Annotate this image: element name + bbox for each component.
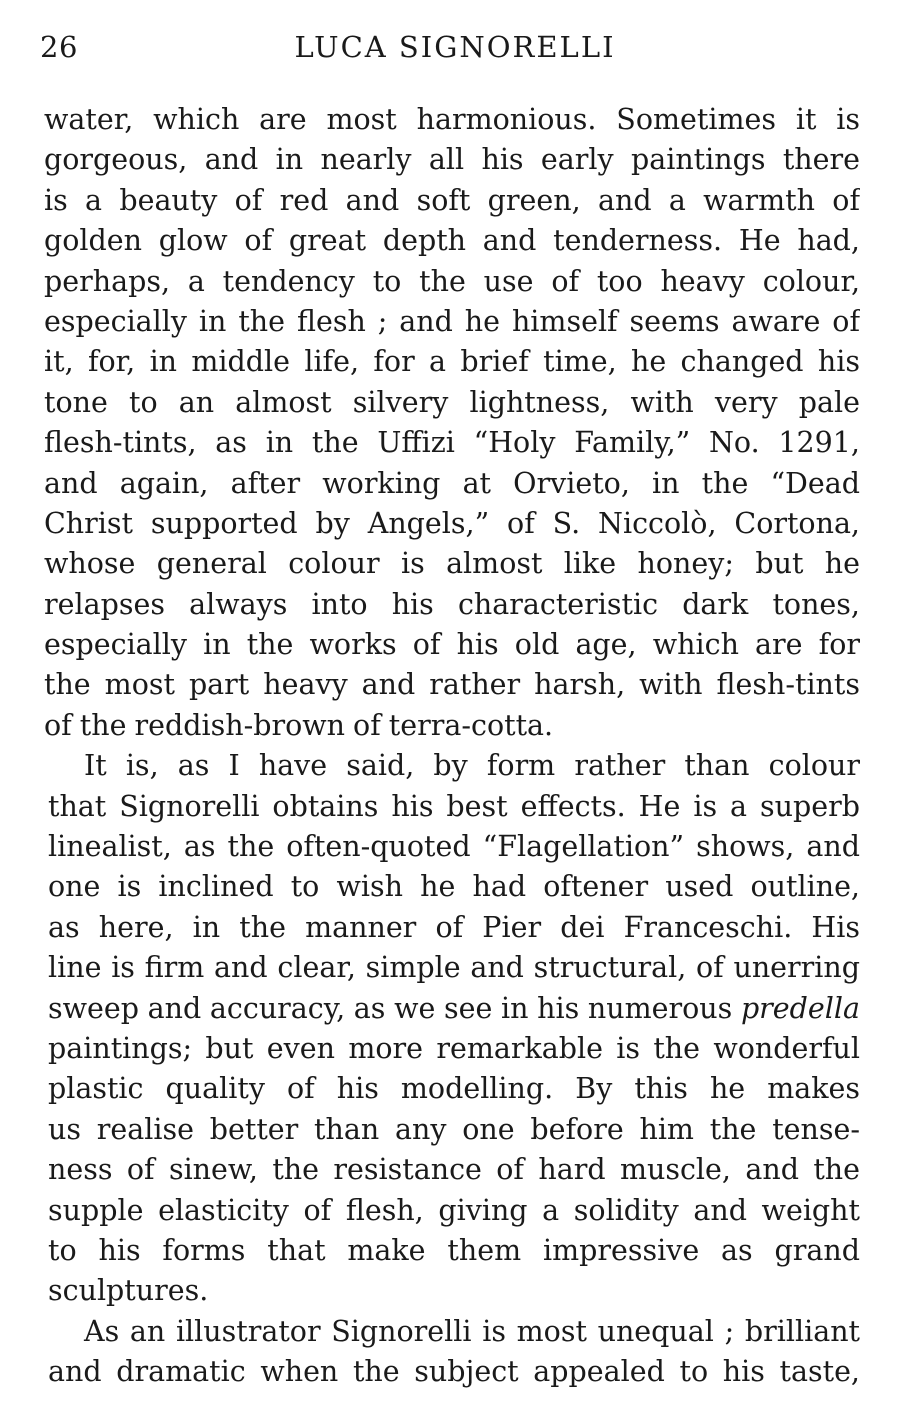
- running-head: [40, 30, 860, 70]
- text-line: It is, as I have said, by form rather than colour: [84, 749, 860, 783]
- text-line: sculptures.: [48, 1274, 209, 1308]
- text-line: the most part heavy and rather harsh, with flesh-tints: [44, 668, 860, 702]
- page-number: 26: [40, 30, 78, 64]
- text-line: flesh-tints, as in the Uffizi “Holy Family,” No. 1291,: [44, 426, 860, 460]
- text-line: gorgeous, and in nearly all his early paintings there: [44, 143, 860, 177]
- italic-word: predella: [740, 991, 860, 1025]
- text-line: to his forms that make them impressive as grand: [48, 1233, 860, 1267]
- body-text: [44, 100, 860, 1393]
- text-line: golden glow of great depth and tenderness. He had,: [44, 224, 860, 258]
- paragraph-2: [44, 746, 860, 1311]
- text-line-segment: sweep and accuracy, as we see in his numerous: [48, 991, 733, 1025]
- text-line: and dramatic when the subject appealed to his taste,: [48, 1355, 860, 1389]
- text-line: is a beauty of red and soft green, and a warmth of: [44, 183, 860, 217]
- text-line: ness of sinew, the resistance of hard muscle, and the: [48, 1153, 860, 1187]
- text-line: paintings; but even more remarkable is the wonderful: [48, 1031, 860, 1065]
- text-line: linealist, as the often-quoted “Flagellation” shows, and: [48, 830, 860, 864]
- text-line: especially in the works of his old age, which are for: [44, 628, 860, 662]
- text-line: supple elasticity of flesh, giving a solidity and weight: [48, 1193, 860, 1227]
- text-line: it, for, in middle life, for a brief time, he changed his: [44, 345, 860, 379]
- text-line: As an illustrator Signorelli is most unequal ; brilliant: [84, 1314, 860, 1348]
- text-line: that Signorelli obtains his best effects. He is a superb: [48, 789, 860, 823]
- paragraph-1: [44, 100, 860, 746]
- text-line: as here, in the manner of Pier dei Franceschi. His: [48, 910, 860, 944]
- text-line: and again, after working at Orvieto, in the “Dead: [44, 466, 860, 500]
- text-line: water, which are most harmonious. Sometimes it is: [44, 103, 860, 136]
- text-line: of the reddish-brown of terra-cotta.: [44, 708, 554, 742]
- text-line: especially in the flesh ; and he himself seems aware of: [44, 304, 860, 338]
- text-line: perhaps, a tendency to the use of too heavy colour,: [44, 264, 860, 298]
- running-title: LUCA SIGNORELLI: [294, 30, 616, 64]
- text-line: one is inclined to wish he had oftener used outline,: [48, 870, 860, 904]
- text-line: line is firm and clear, simple and structural, of unerring: [48, 951, 860, 985]
- text-line: us realise better than any one before him the tense-: [48, 1112, 860, 1146]
- text-line: Christ supported by Angels,” of S. Niccolò, Cortona,: [44, 506, 860, 540]
- text-line: plastic quality of his modelling. By this he makes: [48, 1072, 860, 1106]
- text-line-with-italic: [44, 989, 860, 1029]
- text-line: relapses always into his characteristic dark tones,: [44, 587, 860, 621]
- text-line: tone to an almost silvery lightness, with very pale: [44, 385, 860, 419]
- paragraph-3: [44, 1312, 860, 1393]
- text-line: whose general colour is almost like honey; but he: [44, 547, 860, 581]
